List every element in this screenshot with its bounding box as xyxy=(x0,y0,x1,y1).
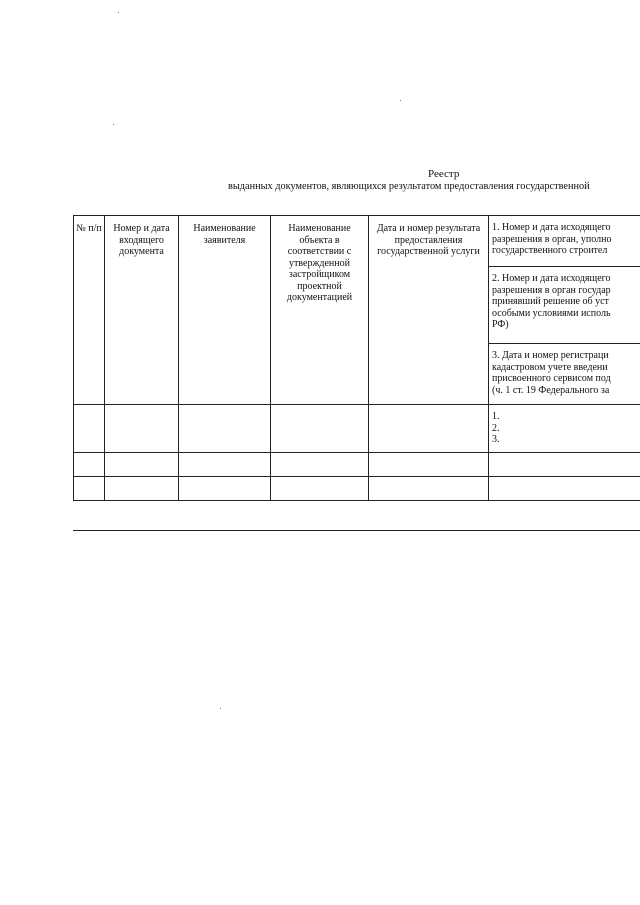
table-row xyxy=(74,405,640,453)
table-cell xyxy=(105,453,179,477)
table-cell xyxy=(105,405,179,453)
header-right-2-line: особыми условиями исполь xyxy=(492,307,611,319)
header-result-date-number: Дата и номер результата предоставления государственной услуги xyxy=(369,216,489,405)
table-cell xyxy=(105,477,179,501)
table-row xyxy=(74,477,640,501)
bottom-divider-line xyxy=(73,530,640,531)
header-right-2 xyxy=(489,267,640,344)
header-right-3-line: присвоенного сервисом под xyxy=(492,373,611,384)
table-cell xyxy=(271,453,369,477)
table-cell xyxy=(179,453,271,477)
header-right-3 xyxy=(489,344,640,405)
numbered-line: 3. xyxy=(492,434,500,445)
table-cell xyxy=(74,453,105,477)
table-cell xyxy=(489,477,640,501)
scan-speck xyxy=(400,100,401,101)
scan-speck xyxy=(220,708,221,709)
scan-speck xyxy=(118,12,119,13)
header-right-2-line: РФ) xyxy=(492,319,509,330)
table-cell xyxy=(369,405,489,453)
document-subtitle: выданных документов, являющихся результатом предоставления государственной xyxy=(228,181,590,192)
registry-table xyxy=(73,215,640,505)
table-cell xyxy=(271,405,369,453)
table-cell xyxy=(489,453,640,477)
numbered-line: 2. xyxy=(492,422,500,434)
header-right-3-line: (ч. 1 ст. 19 Федерального за xyxy=(492,384,610,396)
header-number: № п/п xyxy=(74,216,105,405)
table-cell xyxy=(271,477,369,501)
table-cell xyxy=(179,405,271,453)
header-right-1-line: 1. Номер и дата исходящего xyxy=(492,222,611,233)
header-right-2-line: принявший решение об уст xyxy=(492,296,609,307)
header-object-name: Наименование объекта в соответствии с утвержденной застройщиком проектной документацией xyxy=(271,216,369,405)
header-applicant-name: Наименование заявителя xyxy=(179,216,271,405)
table-cell xyxy=(74,477,105,501)
scan-speck xyxy=(113,124,114,125)
header-right-1-line: разрешения в орган, уполно xyxy=(492,233,612,245)
header-incoming-document: Номер и дата входящего документа xyxy=(105,216,179,405)
header-right-3-line: кадастровом учете введени xyxy=(492,361,608,373)
table-cell xyxy=(179,477,271,501)
table-cell xyxy=(369,477,489,501)
table-cell xyxy=(369,453,489,477)
header-right-2-line: 2. Номер и дата исходящего xyxy=(492,273,611,284)
header-right-3-line: 3. Дата и номер регистраци xyxy=(492,350,609,361)
header-right-2-line: разрешения в орган государ xyxy=(492,284,611,296)
table-cell xyxy=(74,405,105,453)
header-right-1 xyxy=(489,216,640,267)
header-right-1-line: государственного строител xyxy=(492,245,608,256)
numbered-line: 1. xyxy=(492,411,500,422)
document-title: Реестр xyxy=(428,168,460,180)
table-row xyxy=(74,453,640,477)
numbered-lines-cell xyxy=(489,405,640,453)
